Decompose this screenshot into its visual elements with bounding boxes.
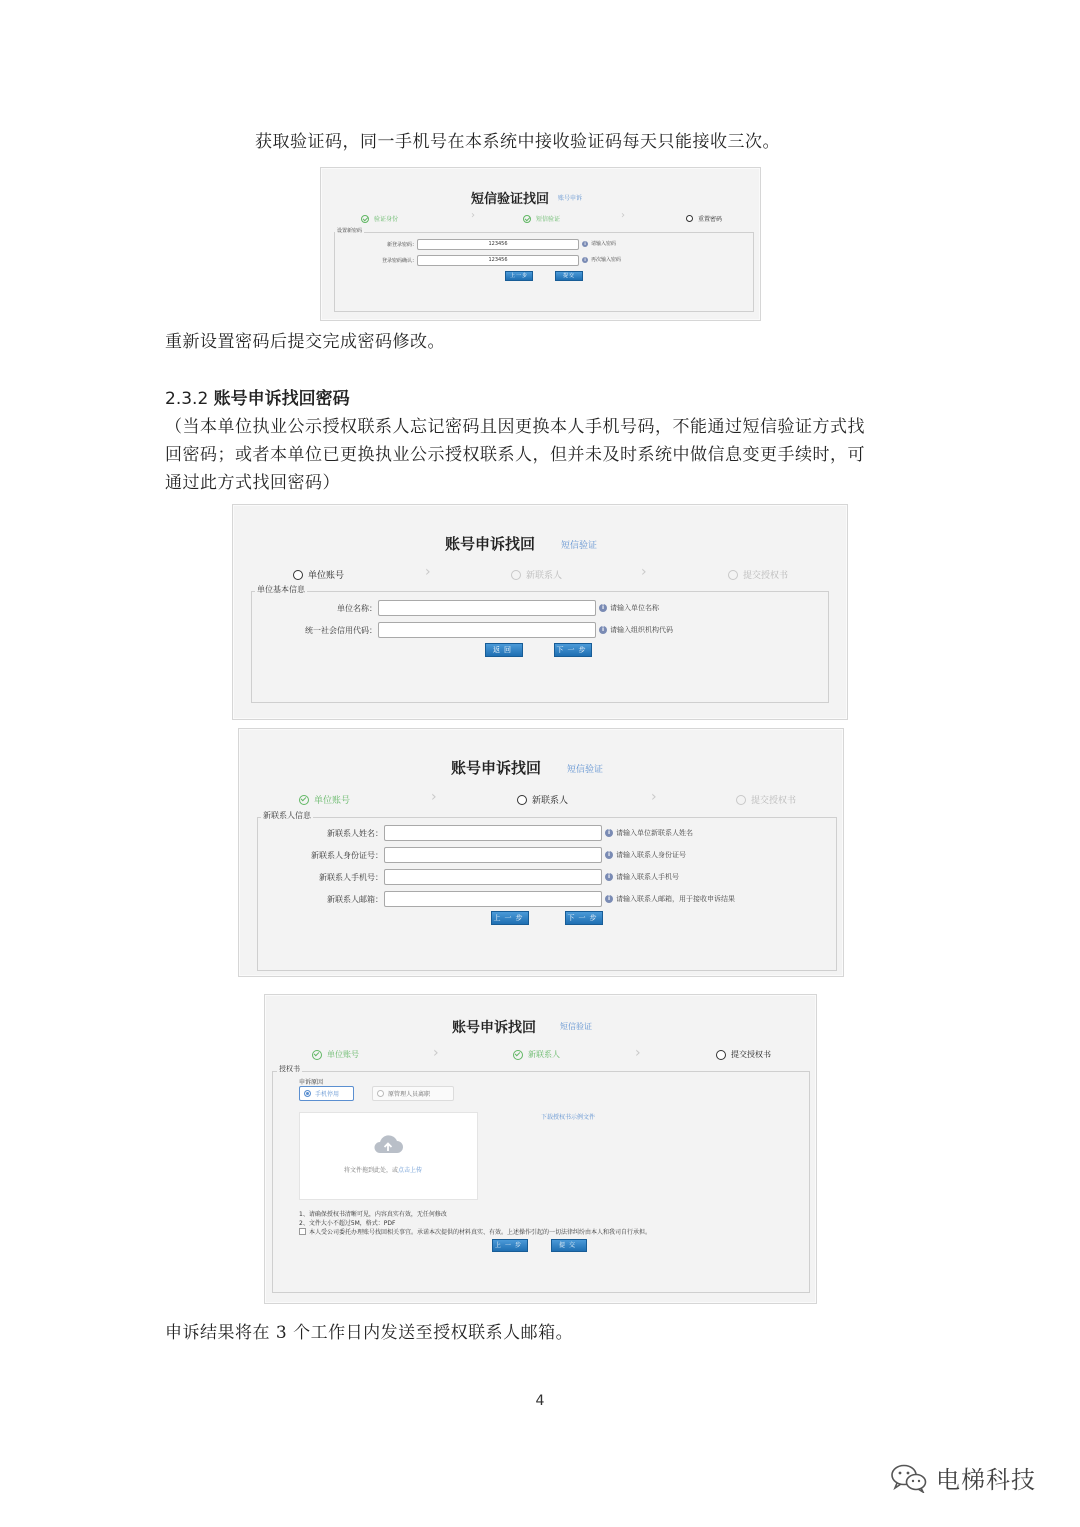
chevron-right-icon: › [431,789,437,805]
upload-note-2: 2、文件大小不超过5M，格式：PDF [299,1220,396,1227]
chevron-right-icon: › [651,789,657,805]
step-verify-identity: 验证身份 [361,214,398,223]
circle-icon [511,570,521,580]
new-password-hint: i 请输入密码 [582,240,616,247]
confirm-password-hint: i 再次输入密码 [582,256,621,263]
contact-phone-label: 新联系人手机号： [319,873,383,882]
commitment-checkbox-row[interactable]: 本人受公司委托办理账号找回相关事宜。承诺本次提供的材料真实、有效。上述操作引起的一切法律纠纷由本人和我司自行承担。 [299,1227,651,1236]
fieldset-legend: 设置新密码 [337,228,363,234]
section-note-line-3: 通过此方式找回密码） [165,473,340,493]
sms-panel-title: 短信验证找回 [471,192,550,207]
submit-button[interactable]: 提交 [551,1239,587,1252]
step-unit-account: 单位账号 [299,793,350,806]
watermark [890,1460,1036,1495]
contact-id-label: 新联系人身份证号： [311,851,383,860]
wechat-icon [890,1463,928,1493]
reason-admin-left-option[interactable]: 原管理人员离职 [372,1086,454,1101]
step-submit-authorization: 提交授权书 [728,568,788,581]
unit-name-hint: i 请输入单位名称 [599,603,659,613]
credit-code-label: 统一社会信用代码： [305,626,377,635]
step-sms-verify: 短信验证 [523,214,560,223]
contact-id-input[interactable] [384,847,602,863]
step-unit-account: 单位账号 [293,568,344,581]
previous-button[interactable]: 上一步 [505,271,533,281]
upload-instructions: 将文件拖到此处，或点击上传 [344,1167,423,1174]
step-unit-account: 单位账号 [312,1049,359,1060]
check-circle-icon [299,795,309,805]
contact-email-label: 新联系人邮箱： [327,895,383,904]
download-sample-link[interactable]: 下载授权书示例文件 [541,1114,596,1121]
click-upload-link[interactable]: 点击上传 [398,1167,423,1174]
step-new-contact: 新联系人 [513,1049,560,1060]
page-number: 4 [535,1393,545,1409]
appeal-title: 账号申诉找回 [445,535,536,553]
step-new-contact: 新联系人 [511,568,562,581]
previous-button[interactable]: 上一步 [492,1239,528,1252]
radio-icon [377,1090,384,1097]
sms-reset-screenshot [320,167,761,321]
info-icon: i [599,604,607,612]
confirm-password-label: 登录密码确认： [381,258,417,264]
contact-phone-hint: i 请输入联系人手机号 [605,872,679,882]
result-text: 申诉结果将在 3 个工作日内发送至授权联系人邮箱。 [165,1323,574,1343]
info-icon: i [599,626,607,634]
chevron-right-icon: › [425,564,431,580]
after-sms-text: 重新设置密码后提交完成密码修改。 [165,332,445,352]
info-icon: i [605,873,613,881]
chevron-right-icon: › [621,210,625,221]
intro-text: 获取验证码，同一手机号在本系统中接收验证码每天只能接收三次。 [255,132,780,152]
submit-button[interactable]: 提交 [555,271,583,281]
appeal-step3-screenshot [264,994,817,1304]
fieldset-legend: 单位基本信息 [257,585,305,594]
sms-verify-link[interactable]: 短信验证 [560,1022,592,1031]
info-icon: i [582,241,588,247]
check-circle-icon [312,1050,322,1060]
circle-icon [293,570,303,580]
step-submit-authorization: 提交授权书 [736,793,796,806]
circle-icon [736,795,746,805]
checkbox-icon[interactable] [299,1228,306,1235]
section-heading [165,385,350,413]
unit-name-input[interactable] [378,600,596,616]
chevron-right-icon: › [471,210,475,221]
upload-note-1: 1、请确保授权书清晰可见，内容真实有效，无任何修改 [299,1211,447,1218]
confirm-password-input[interactable]: 123456 [417,255,579,266]
credit-code-input[interactable] [378,622,596,638]
section-title: 账号申诉找回密码 [213,389,350,409]
chevron-right-icon: › [641,564,647,580]
chevron-right-icon: › [433,1045,439,1061]
check-circle-icon [361,215,369,223]
section-number: 2.3.2 [165,389,209,409]
appeal-step2-screenshot [238,728,844,977]
new-password-input[interactable]: 123456 [417,239,579,250]
circle-icon [686,215,693,222]
appeal-reason-label: 申诉原因 [299,1079,324,1086]
unit-name-label: 单位名称： [337,604,377,613]
appeal-title: 账号申诉找回 [451,759,542,777]
previous-button[interactable]: 上一步 [491,911,529,925]
sms-panel-switch-link[interactable]: 账号申诉 [558,195,583,202]
step-new-contact: 新联系人 [517,793,568,806]
circle-icon [517,795,527,805]
credit-code-hint: i 请输入组织机构代码 [599,625,673,635]
appeal-step1-screenshot [232,504,848,720]
info-icon: i [605,851,613,859]
next-button[interactable]: 下一步 [554,643,592,657]
file-upload-dropzone[interactable] [299,1112,478,1200]
step-reset-password: 重置密码 [686,214,722,223]
radio-selected-icon [304,1090,311,1097]
reason-phone-disabled-option[interactable]: 手机停用 [299,1086,354,1101]
sms-verify-link[interactable]: 短信验证 [561,541,598,551]
back-button[interactable]: 返回 [485,643,523,657]
info-icon: i [582,257,588,263]
check-circle-icon [523,215,531,223]
sms-verify-link[interactable]: 短信验证 [567,765,604,775]
next-button[interactable]: 下一步 [565,911,603,925]
check-circle-icon [513,1050,523,1060]
fieldset-legend: 授权书 [279,1065,300,1073]
section-note-line-1: （当本单位执业公示授权联系人忘记密码且因更换本人手机号码，不能通过短信验证方式找 [165,417,865,437]
circle-icon [728,570,738,580]
new-password-label: 新登录密码： [386,242,417,248]
contact-name-label: 新联系人姓名： [327,829,383,838]
watermark-text: 电梯科技 [936,1466,1036,1494]
info-icon: i [605,829,613,837]
contact-phone-input[interactable] [384,869,602,885]
upload-cloud-icon [372,1133,404,1155]
circle-icon [716,1050,726,1060]
step-submit-authorization: 提交授权书 [716,1049,771,1060]
chevron-right-icon: › [635,1045,641,1061]
info-icon: i [605,895,613,903]
appeal-title: 账号申诉找回 [452,1020,536,1036]
contact-email-input[interactable] [384,891,602,907]
contact-email-hint: i 请输入联系人邮箱，用于接收申诉结果 [605,894,735,904]
section-note-line-2: 回密码；或者本单位已更换执业公示授权联系人，但并未及时系统中做信息变更手续时，可 [165,445,865,465]
fieldset-legend: 新联系人信息 [263,811,311,820]
contact-name-hint: i 请输入单位新联系人姓名 [605,828,693,838]
contact-name-input[interactable] [384,825,602,841]
contact-id-hint: i 请输入联系人身份证号 [605,850,686,860]
